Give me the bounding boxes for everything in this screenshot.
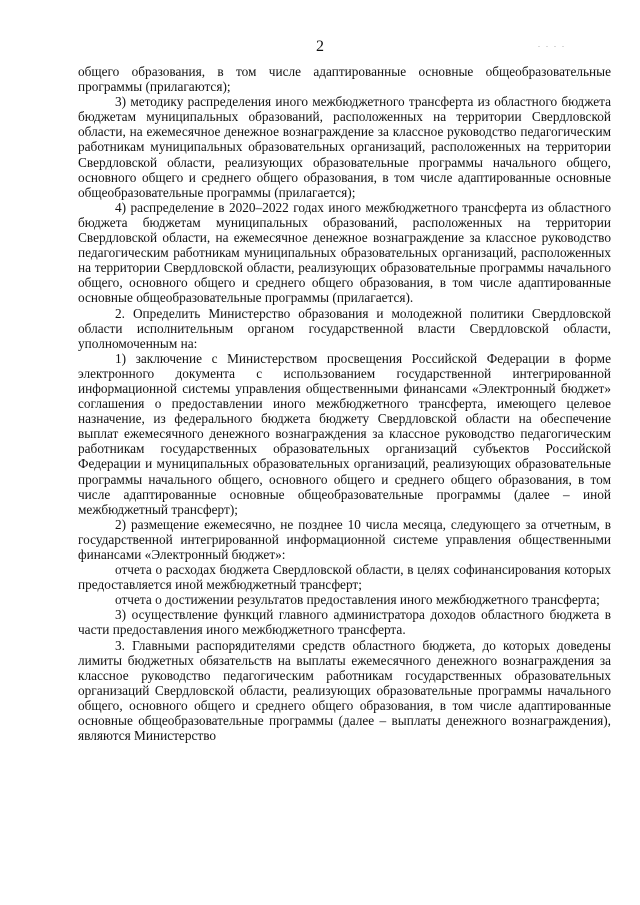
- paragraph-section-2-item-1: 1) заключение с Министерством просвещения Российской Федерации в форме электронного документа с использованием государственной интегрированной информационной системы управления общественными финансами «Электронный бюджет» соглашения о предоставлении иного межбюджетного трансферта, имеющего целевое назначение, из федерального бюджета бюджету Свердловской области на обеспечение выплат ежемесячного денежного вознаграждения за классное руководство педагогическим работникам государственных образовательных организаций субъектов Российской Федерации и муниципальных образовательных организаций, реализующих образовательные программы начального общего, основного общего и среднего общего образования, в том числе адаптированные основные общеобразовательные программы (далее – иной межбюджетный трансферт);: [78, 350, 611, 517]
- paragraph-item-3-methodology: 3) методику распределения иного межбюджетного трансферта из областного бюджета бюджетам муниципальных образований, расположенных на территории Свердловской области, на ежемесячное денежное вознаграждение за классное руководство педагогическим работникам муниципальных образовательных организаций, расположенных на территории Свердловской области, реализующих образовательные программы начального общего, основного общего и среднего общего образования, в том числе адаптированные основные общеобразовательные программы (прилагается);: [78, 94, 611, 200]
- paragraph-results-report: отчета о достижении результатов предоставления иного межбюджетного трансферта;: [115, 592, 600, 608]
- paragraph-section-3: 3. Главными распорядителями средств областного бюджета, до которых доведены лимиты бюджетных обязательств на выплаты ежемесячного денежного вознаграждения за классное руководство педагогическим работникам государственных образовательных организаций Свердловской области, реализующих образовательные программы начального общего, основного общего и среднего общего образования, в том числе адаптированные основные общеобразовательные программы (далее – выплаты денежного вознаграждения), являются Министерство: [78, 637, 611, 744]
- page-number: 2: [316, 38, 324, 55]
- paragraph-section-2: 2. Определить Министерство образования и молодежной политики Свердловской области исполнительным органом государственной власти Свердловской области, уполномоченным на:: [78, 305, 611, 351]
- paragraph-continuation: общего образования, в том числе адаптированные основные общеобразовательные программы (прилагаются);: [78, 64, 611, 95]
- paragraph-expense-report: отчета о расходах бюджета Свердловской области, в целях софинансирования которых предоставляется иной межбюджетный трансферт;: [78, 562, 611, 593]
- paragraph-section-2-item-3: 3) осуществление функций главного администратора доходов областного бюджета в части предоставления иного межбюджетного трансферта.: [78, 607, 611, 638]
- paragraph-section-2-item-2: 2) размещение ежемесячно, не позднее 10 числа месяца, следующего за отчетным, в государственной интегрированной информационной системе управления общественными финансами «Электронный бюджет»:: [78, 516, 611, 562]
- paragraph-item-4-distribution: 4) распределение в 2020–2022 годах иного межбюджетного трансферта из областного бюджета бюджетам муниципальных образований, расположенных на территории Свердловской области, на ежемесячное денежное вознаграждение за классное руководство педагогическим работникам муниципальных образовательных организаций, расположенных на территории Свердловской области, реализующих образовательные программы начального общего, основного общего и среднего общего образования, в том числе адаптированные основные общеобразовательные программы (прилагается).: [78, 199, 611, 306]
- scan-speck: . . . .: [538, 40, 566, 49]
- document-body: [78, 64, 611, 743]
